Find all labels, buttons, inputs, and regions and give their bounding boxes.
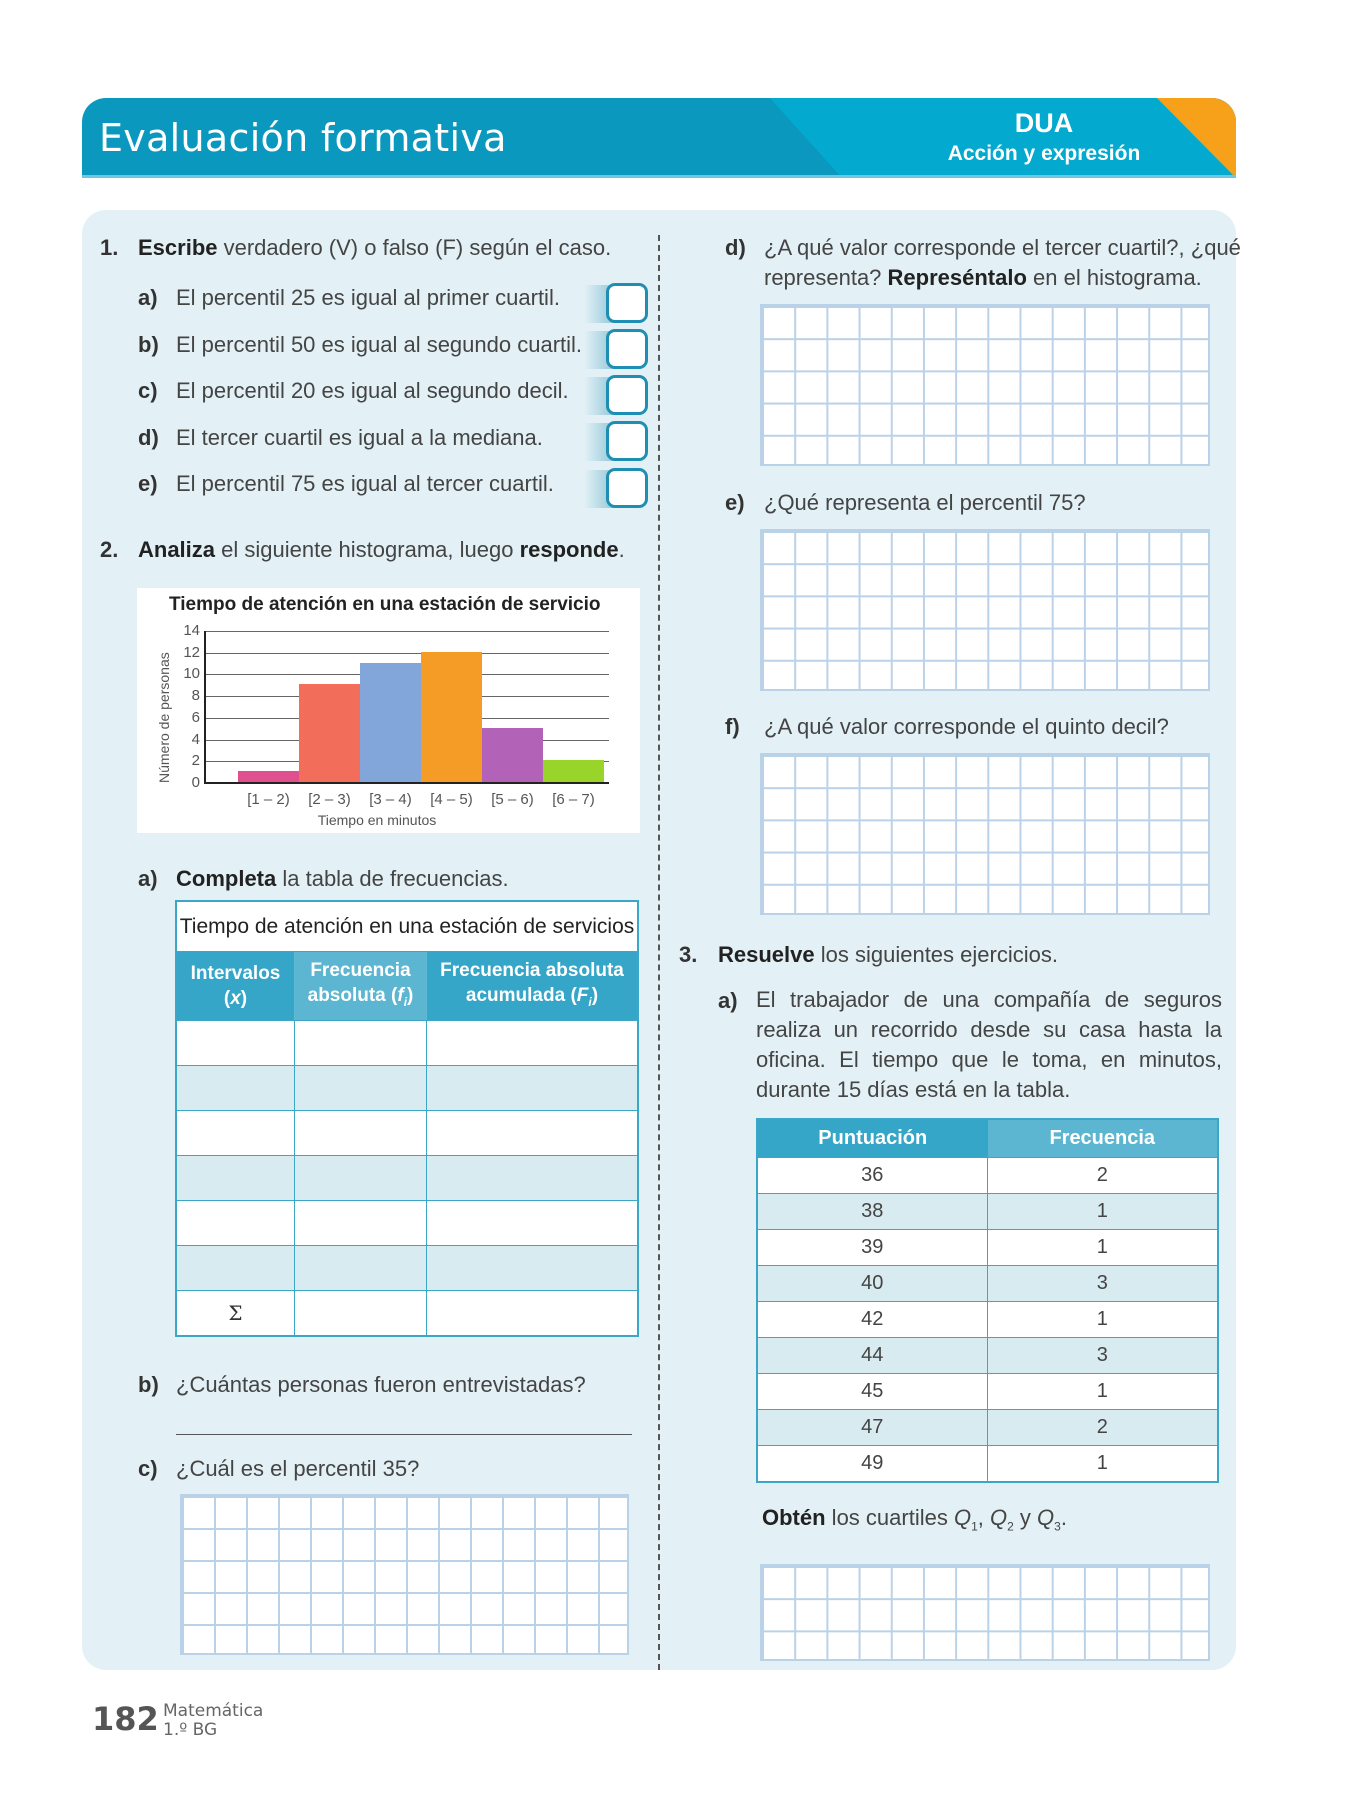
vf-answer-box-a[interactable] [584,283,648,323]
q1-prompt [138,235,611,261]
q3-symbol: Q [1037,1505,1055,1530]
cell-score: 49 [758,1446,988,1481]
q3-text: los siguientes ejercicios. [814,942,1058,967]
header-cum-freq-line2: acumulada $(F_i)$ [465,984,599,1009]
chart-plot-area [183,622,609,808]
cell-input[interactable] [295,1066,427,1110]
chart-x-tick: [1 – 2) [247,791,290,808]
header-intervals-line2: (x) [223,988,248,1009]
q2a-prompt [176,866,509,892]
answer-grid-e[interactable] [760,529,1210,691]
table-row [177,1020,637,1065]
chart-x-tick: [2 – 3) [308,791,351,808]
cell-frequency: 1 [1096,1308,1108,1330]
page-title: Evaluación formativa [99,116,507,160]
q2d-line2-verb: Represéntalo [887,265,1027,290]
table-row [177,1110,637,1155]
histogram-bar [360,663,421,782]
cell-score: 40 [758,1266,988,1301]
chart-y-tick: 12 [183,643,200,661]
chart-gridline [204,653,609,654]
subject-name: Matemática [163,1701,264,1721]
q2c-letter: c) [138,1456,158,1481]
q2d-line2-pre: representa? [764,265,888,290]
cell-input[interactable] [427,1246,637,1290]
q2b-text: ¿Cuántas personas fueron entrevistadas? [176,1372,586,1397]
cell-input[interactable] [427,1021,637,1065]
q1-item-letter: e) [138,471,158,496]
table-row [758,1193,1217,1229]
chart-x-axis [204,782,609,784]
histogram-bar [299,684,360,782]
chart-x-tick: [6 – 7) [552,791,595,808]
q2-verb2: responde [519,537,619,562]
q1-verb: Escribe [138,235,218,260]
obten-text: los cuartiles [825,1505,954,1530]
obten-verb: Obtén [762,1505,826,1530]
cell-input[interactable] [427,1066,637,1110]
scores-table [756,1118,1219,1483]
cell-score: 45 [758,1374,988,1409]
histogram-bar [482,728,543,782]
q2-number: 2. [100,537,119,562]
cell-input[interactable] [427,1201,637,1245]
header-cum-freq [427,952,637,1020]
chart-y-axis [204,631,206,783]
cell-input[interactable] [177,1066,295,1110]
q3-prompt [718,942,1058,968]
header-intervals [177,952,295,1020]
q3-verb: Resuelve [718,942,815,967]
q1-item-text: El percentil 25 es igual al primer cuartil. [176,285,560,310]
histogram-bar [238,771,299,782]
q1-item-text: El tercer cuartil es igual a la mediana. [176,425,543,450]
q2a-letter: a) [138,866,158,891]
chart-y-tick: 6 [191,708,200,726]
cell-frequency: 1 [1096,1200,1108,1222]
cell-frequency: 1 [1096,1380,1108,1402]
q2-verb: Analiza [138,537,216,562]
q3-number: 3. [679,942,698,967]
cell-frequency: 1 [1096,1236,1108,1258]
cell-input[interactable] [177,1156,295,1200]
sum-symbol: Σ [177,1291,295,1335]
q2-text: el siguiente histograma, luego [215,537,520,562]
q2d-text-line1: ¿A qué valor corresponde el tercer cuartil?, ¿qué [764,235,1241,260]
quartiles-prompt [762,1505,1067,1533]
header-abs-freq [295,952,427,1020]
page-number: 182 [92,1700,159,1738]
table-row [758,1373,1217,1409]
cell-input[interactable] [427,1156,637,1200]
table-row [758,1337,1217,1373]
chart-y-tick: 2 [191,752,200,770]
cell-frequency: 2 [1096,1416,1108,1438]
q1-number: 1. [100,235,119,260]
cell-input[interactable] [295,1246,427,1290]
cell-input[interactable] [427,1111,637,1155]
q3-subscript: 3 [1054,1519,1061,1534]
q1-item-text: El percentil 75 es igual al tercer cuartil. [176,471,554,496]
table-row [758,1229,1217,1265]
frequency-table-header [177,952,637,1020]
chart-y-axis-label: Número de personas [156,652,172,783]
q2d-line2-post: en el histograma. [1026,265,1202,290]
q2b-letter: b) [138,1372,159,1397]
table-sum-row [177,1290,637,1335]
header-cum-freq-line1: Frecuencia absoluta [440,959,624,981]
q2e-letter: e) [725,490,745,515]
cell-input[interactable] [295,1291,427,1335]
q2e-text: ¿Qué representa el percentil 75? [764,490,1086,515]
chart-y-tick: 14 [183,622,200,639]
q1-subscript: 1 [971,1519,978,1534]
table-row [177,1155,637,1200]
column-divider [658,235,660,1670]
chart-gridline [204,631,609,632]
table-row [758,1445,1217,1481]
q1-text: verdadero (V) o falso (F) según el caso. [217,235,612,260]
q2a-text: la tabla de frecuencias. [276,866,509,891]
answer-grid-c[interactable] [180,1494,629,1655]
cell-input[interactable] [295,1021,427,1065]
table-row [758,1301,1217,1337]
section-header [82,98,1236,178]
cell-input[interactable] [295,1201,427,1245]
q2-subscript: 2 [1007,1519,1014,1534]
cell-input[interactable] [427,1291,637,1335]
cell-input[interactable] [177,1246,295,1290]
chart-y-tick: 8 [191,687,200,705]
q2-symbol: Q [990,1505,1008,1530]
end-punct: . [1060,1505,1067,1530]
cell-frequency: 3 [1096,1272,1108,1294]
q2d-letter: d) [725,235,746,260]
header-score: Puntuación [758,1120,988,1157]
table-row [177,1245,637,1290]
answer-grid-d[interactable] [760,304,1210,466]
sep2: y [1013,1505,1038,1530]
cell-frequency: 2 [1096,1164,1108,1186]
chart-title: Tiempo de atención en una estación de servicio [169,594,601,615]
table-row [758,1265,1217,1301]
q1-symbol: Q [953,1505,972,1530]
answer-grid-f[interactable] [760,753,1210,915]
chart-y-tick: 4 [191,730,200,748]
frequency-table [175,900,639,1337]
q2a-verb: Completa [176,866,277,891]
cell-frequency: 1 [1096,1452,1108,1474]
q2f-text: ¿A qué valor corresponde el quinto decil? [764,714,1169,739]
q1-item-letter: c) [138,378,158,403]
histogram-bar [421,652,482,782]
cell-score: 39 [758,1230,988,1265]
q1-item-text: El percentil 50 es igual al segundo cuartil. [176,332,583,357]
cell-score: 38 [758,1194,988,1229]
grade-level: 1.º BG [163,1720,218,1740]
table-row [177,1200,637,1245]
chart-y-tick: 0 [191,774,200,791]
q1-item-letter: d) [138,425,159,450]
answer-line-b[interactable] [176,1434,632,1435]
q1-item-text: El percentil 20 es igual al segundo decil. [176,378,569,403]
cell-score: 36 [758,1158,988,1193]
table-row [758,1157,1217,1193]
header-intervals-line1: Intervalos [190,963,281,984]
histogram-chart [137,588,640,833]
q2f-letter: f) [725,714,740,739]
chart-x-axis-label: Tiempo en minutos [317,812,437,828]
table-row [758,1409,1217,1445]
cell-frequency: 3 [1096,1344,1108,1366]
cell-score: 42 [758,1302,988,1337]
header-underline [82,175,1236,178]
scores-table-header [758,1120,1217,1157]
q1-item-letter: b) [138,332,159,357]
cell-score: 47 [758,1410,988,1445]
histogram-bar [543,760,604,782]
chart-y-tick: 10 [183,665,200,683]
q2c-text: ¿Cuál es el percentil 35? [176,1456,420,1481]
q2-text-end: . [618,537,625,562]
cell-input[interactable] [177,1201,295,1245]
header-abs-freq-line1: Frecuencia [310,959,411,981]
q3a-paragraph: El trabajador de una compañía de seguros realiza un recorrido desde su casa hasta la oficina. El tiempo que le toma, en minutos, durante 15 días está en la tabla. [756,987,1222,1102]
vf-answer-box-e[interactable] [584,468,648,508]
vf-answer-box-d[interactable] [584,421,648,461]
frequency-table-title: Tiempo de atención en una estación de servicios [177,902,637,952]
chart-x-tick: [5 – 6) [491,791,534,808]
chart-x-tick: [3 – 4) [369,791,412,808]
table-row [177,1065,637,1110]
q2d-text-line2 [764,265,1202,291]
sep1: , [977,1505,990,1530]
answer-grid-quartiles[interactable] [760,1564,1210,1661]
dua-label: DUA [1014,108,1074,138]
q1-item-letter: a) [138,285,158,310]
chart-x-tick: [4 – 5) [430,791,473,808]
cell-input[interactable] [177,1111,295,1155]
cell-input[interactable] [295,1111,427,1155]
dua-subtitle: Acción y expresión [947,142,1141,165]
vf-answer-box-b[interactable] [584,329,648,369]
vf-answer-box-c[interactable] [584,375,648,415]
cell-score: 44 [758,1338,988,1373]
q2-prompt [138,537,625,563]
header-frequency: Frecuencia [988,1120,1218,1157]
cell-input[interactable] [295,1156,427,1200]
footer-subject [163,1702,263,1740]
header-abs-freq-line2: absoluta $(f_i)$ [307,984,414,1009]
cell-input[interactable] [177,1021,295,1065]
q3a-letter: a) [718,988,738,1013]
